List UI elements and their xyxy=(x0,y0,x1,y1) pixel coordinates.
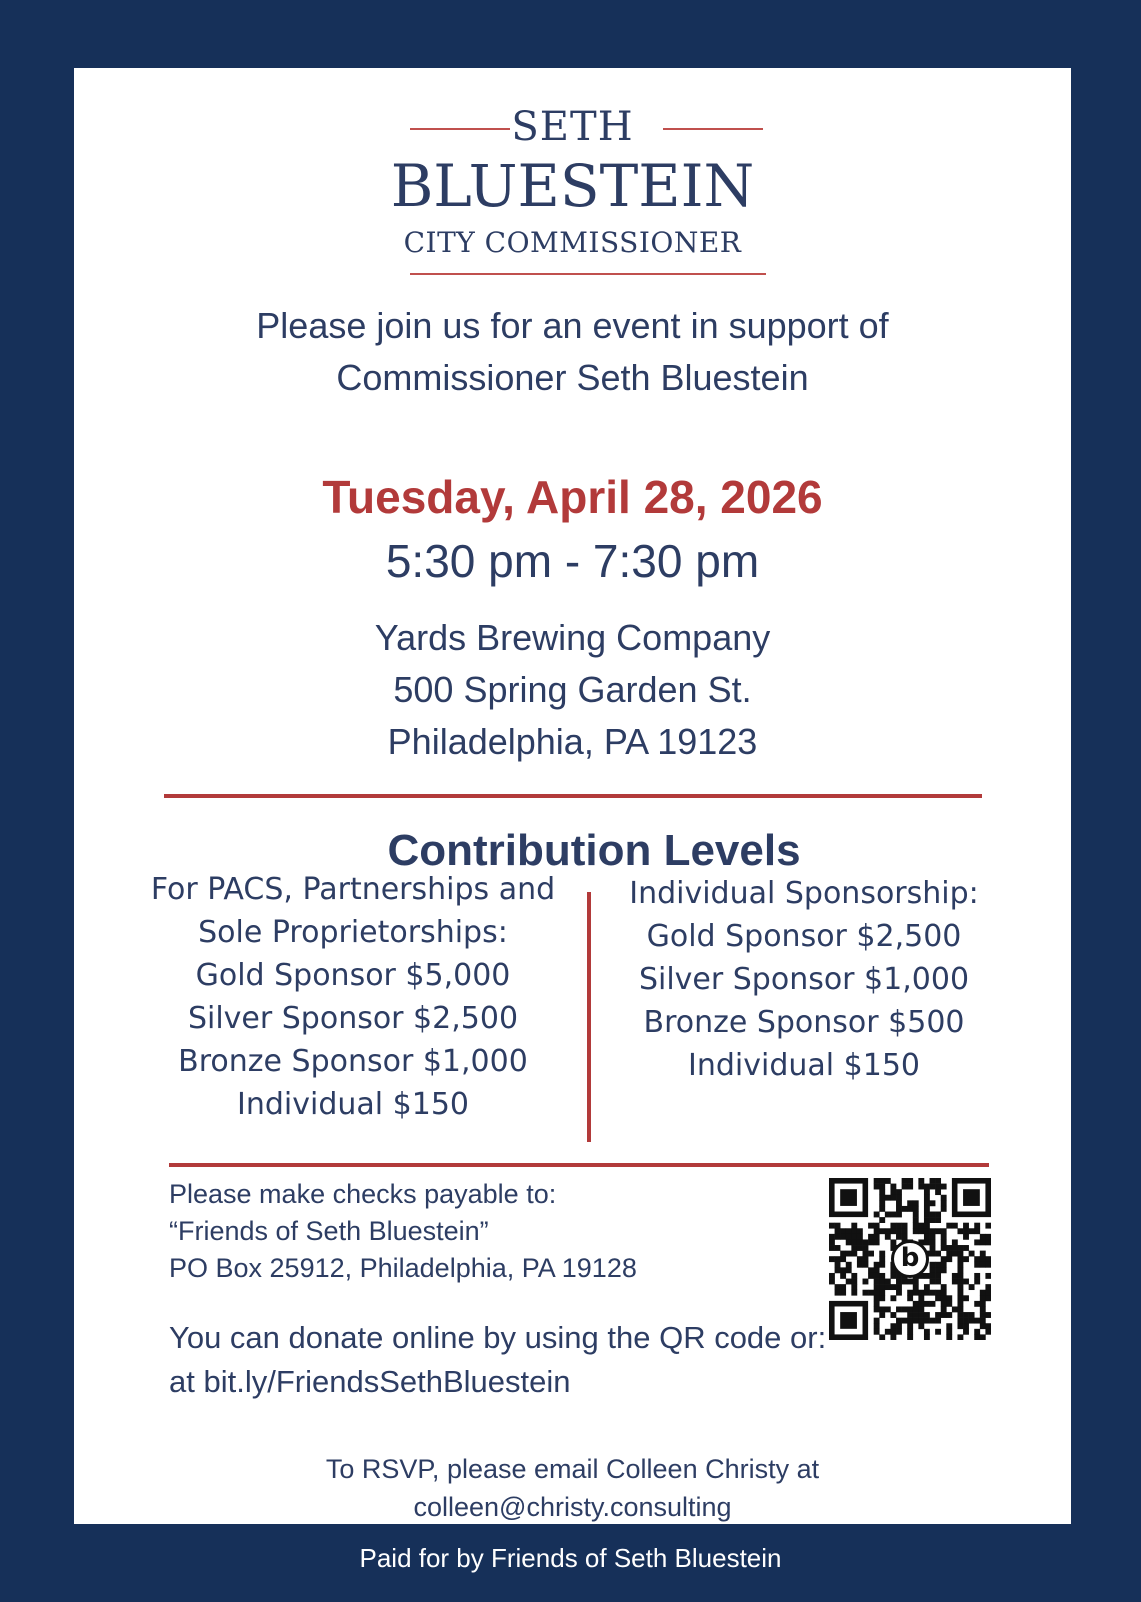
business-levels xyxy=(138,868,568,1126)
check-payee: “Friends of Seth Bluestein” xyxy=(169,1216,489,1246)
logo-rule-bottom xyxy=(410,273,766,275)
business-level: Silver Sponsor $2,500 xyxy=(187,1001,519,1036)
business-level: Gold Sponsor $5,000 xyxy=(195,958,511,993)
event-time: 5:30 pm - 7:30 pm xyxy=(385,535,760,587)
check-address: PO Box 25912, Philadelphia, PA 19128 xyxy=(169,1253,637,1283)
individual-header: Individual Sponsorship: xyxy=(629,876,979,911)
qr-code-icon[interactable] xyxy=(829,1178,991,1340)
venue-name: Yards Brewing Company xyxy=(374,617,771,658)
donation-link[interactable]: at bit.ly/FriendsSethBluestein xyxy=(169,1364,571,1399)
rsvp-line-1: To RSVP, please email Colleen Christy at xyxy=(325,1454,820,1484)
invitation-line-2: Commissioner Seth Bluestein xyxy=(336,357,809,398)
logo-first-name: SETH xyxy=(511,104,634,150)
business-level: Bronze Sponsor $1,000 xyxy=(178,1044,528,1079)
business-header-line-1: For PACS, Partnerships and xyxy=(150,872,556,907)
individual-level: Bronze Sponsor $500 xyxy=(643,1005,965,1040)
logo-last-name: BLUESTEIN xyxy=(390,152,755,220)
paid-for-disclaimer: Paid for by Friends of Seth Bluestein xyxy=(359,1543,782,1573)
venue-street: 500 Spring Garden St. xyxy=(393,669,752,710)
contribution-heading: Contribution Levels xyxy=(387,826,801,875)
online-donation xyxy=(169,1316,849,1404)
bitly-logo-icon: b xyxy=(891,1240,929,1278)
flyer-card xyxy=(74,68,1071,1524)
individual-level: Gold Sponsor $2,500 xyxy=(646,919,962,954)
invitation-line-1: Please join us for an event in support of xyxy=(256,305,889,346)
business-level: Individual $150 xyxy=(237,1087,469,1122)
divider-top xyxy=(164,794,982,798)
rsvp-email-link[interactable]: colleen@christy.consulting xyxy=(413,1492,732,1522)
rsvp-info xyxy=(74,1450,1071,1526)
invitation-text xyxy=(74,300,1071,404)
event-date: Tuesday, April 28, 2026 xyxy=(322,471,823,523)
logo-title: CITY COMMISSIONER xyxy=(403,226,742,259)
column-divider xyxy=(587,892,591,1142)
divider-bottom xyxy=(169,1163,989,1167)
check-line-1: Please make checks payable to: xyxy=(169,1179,557,1209)
event-venue xyxy=(74,612,1071,768)
individual-level: Individual $150 xyxy=(688,1048,920,1083)
venue-city: Philadelphia, PA 19123 xyxy=(387,721,758,762)
check-instructions xyxy=(169,1176,789,1287)
individual-level: Silver Sponsor $1,000 xyxy=(638,962,970,997)
individual-levels xyxy=(619,872,989,1087)
business-header-line-2: Sole Proprietorships: xyxy=(198,915,508,950)
online-line-1: You can donate online by using the QR code or: xyxy=(169,1320,827,1355)
